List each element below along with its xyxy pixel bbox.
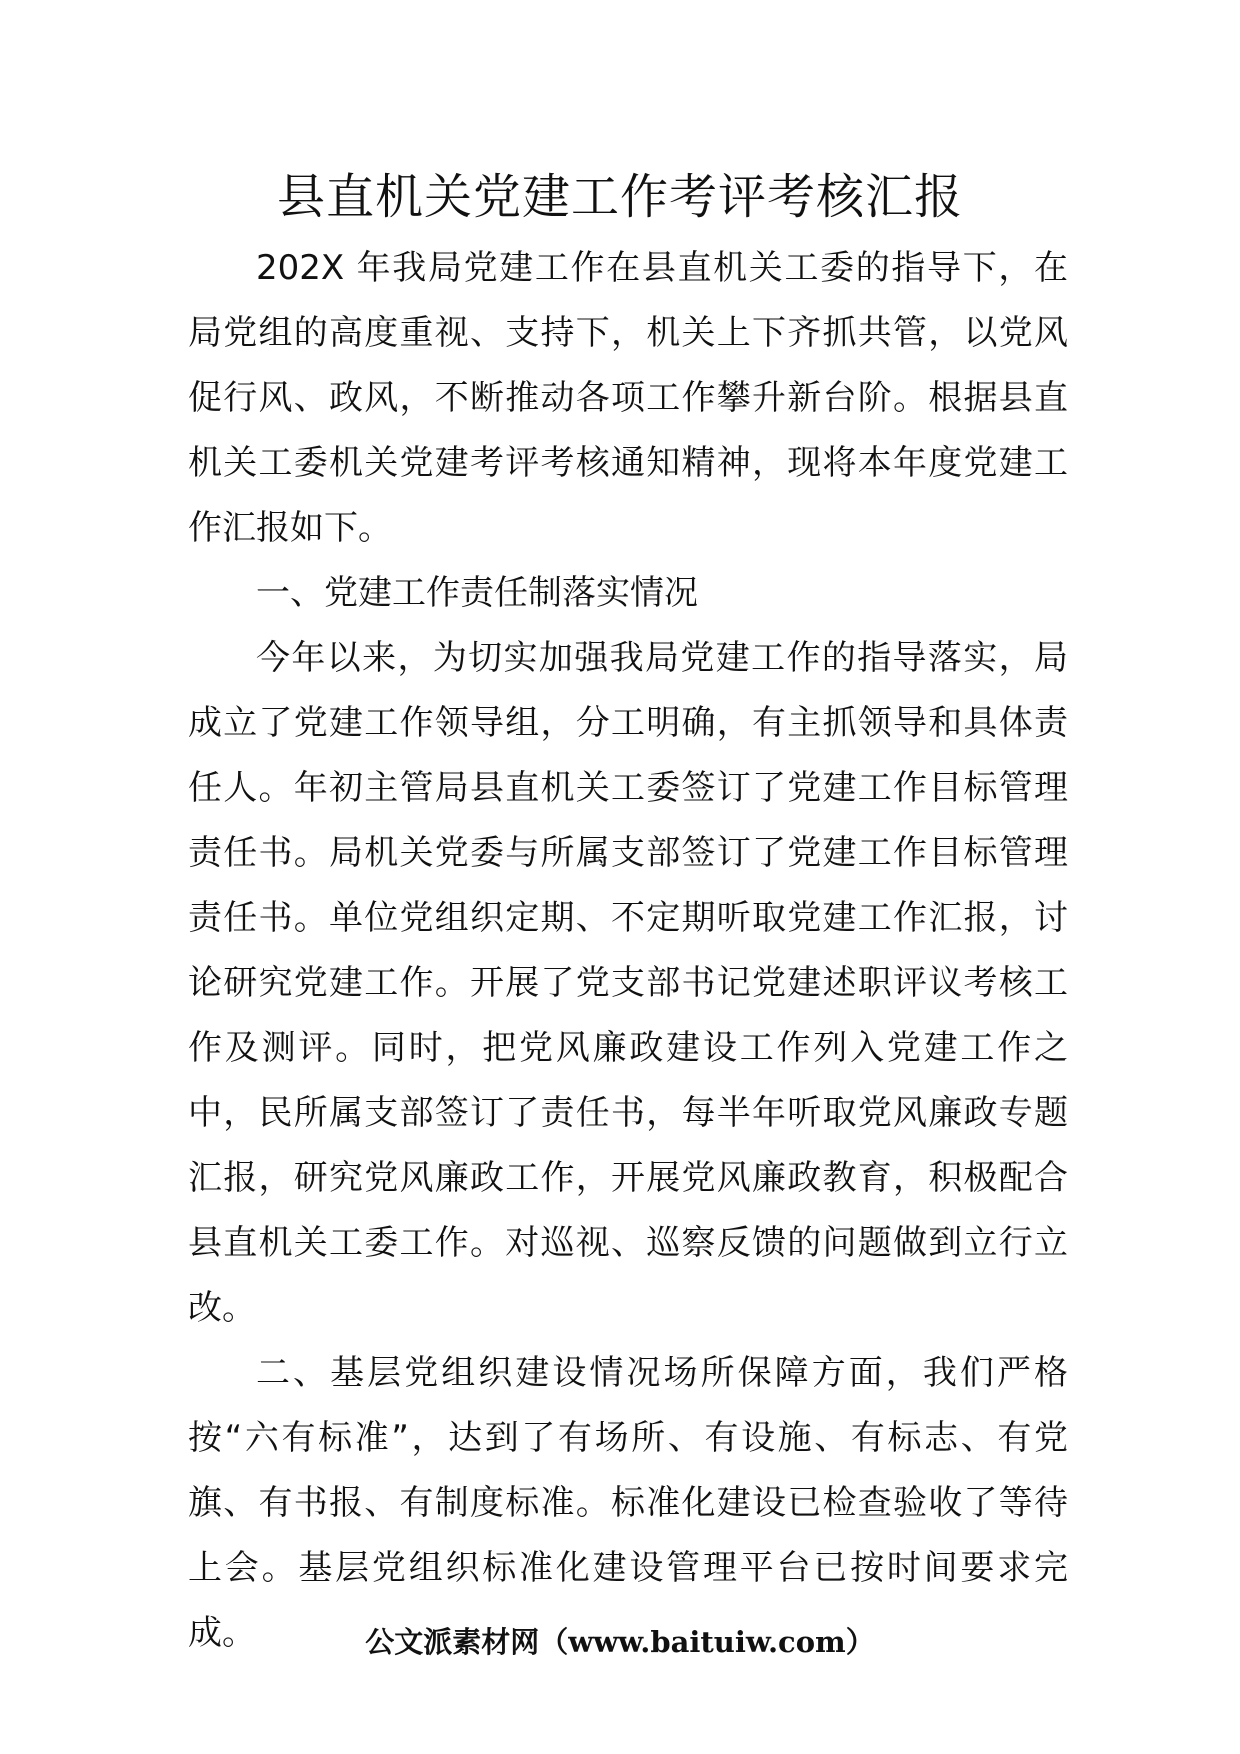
paragraph-section-2: 二、基层党组织建设情况场所保障方面，我们严格按“六有标准”，达到了有场所、有设施、有标志、有党旗、有书报、有制度标准。标准化建设已检查验收了等待上会。基层党组织标准化建设管理平台已按时间要求完成。	[188, 1353, 1068, 1653]
document-title: 县直机关党建工作考评考核汇报	[276, 169, 963, 225]
section-heading-1: 一、党建工作责任制落实情况	[256, 573, 698, 613]
paragraph-section-1: 今年以来，为切实加强我局党建工作的指导落实，局成立了党建工作领导组，分工明确，有主抓领导和具体责任人。年初主管局县直机关工委签订了党建工作目标管理责任书。局机关党委与所属支部签订了党建工作目标管理责任书。单位党组织定期、不定期听取党建工作汇报，讨论研究党建工作。开展了党支部书记党建述职评议考核工作及测评。同时，把党风廉政建设工作列入党建工作之中，民所属支部签订了责任书，每半年听取党风廉政专题汇报，研究党风廉政工作，开展党风廉政教育，积极配合县直机关工委工作。对巡视、巡察反馈的问题做到立行立改。	[188, 638, 1068, 1328]
paragraph-intro: 202X 年我局党建工作在县直机关工委的指导下，在局党组的高度重视、支持下，机关上下齐抓共管，以党风促行风、政风，不断推动各项工作攀升新台阶。根据县直机关工委机关党建考评考核通知精神，现将本年度党建工作汇报如下。	[188, 248, 1068, 548]
document-body	[188, 236, 1068, 1666]
footer-source: 公文派素材网（www.baituiw.com）	[365, 1625, 875, 1659]
